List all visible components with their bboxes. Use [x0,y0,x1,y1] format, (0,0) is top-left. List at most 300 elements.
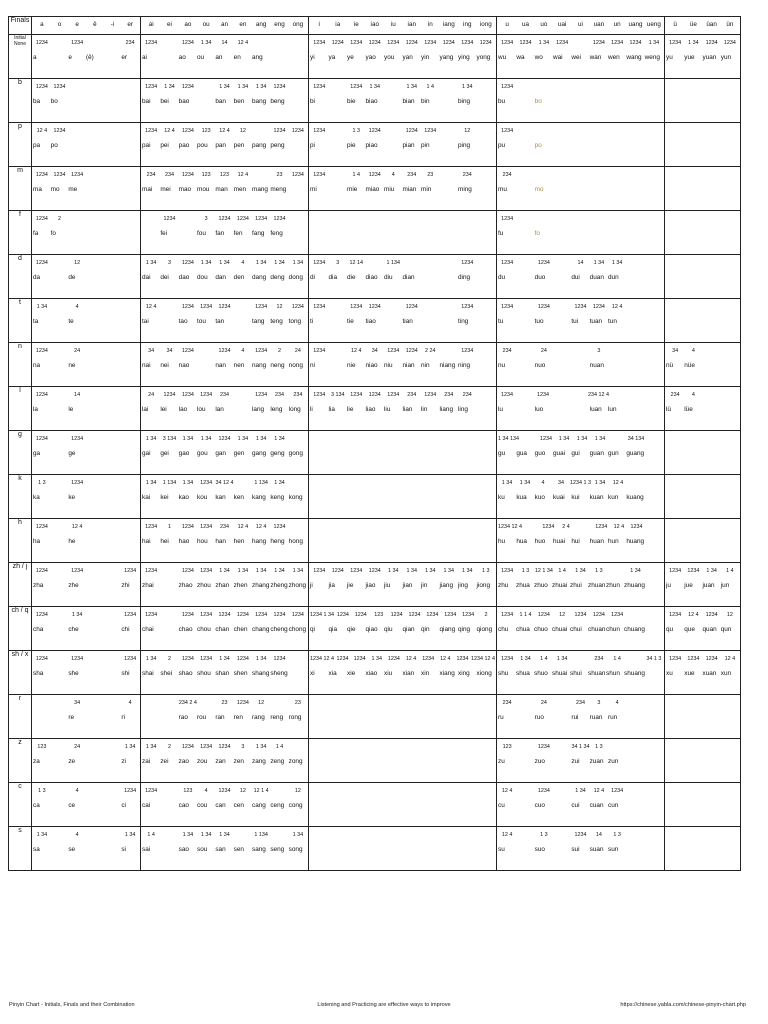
pinyin-syllable[interactable]: fei [160,230,168,237]
pinyin-syllable[interactable]: xian [402,670,415,677]
pinyin-syllable[interactable] [590,229,608,238]
pinyin-syllable[interactable] [608,229,626,238]
pinyin-syllable[interactable]: tie [347,318,354,325]
pinyin-syllable[interactable] [160,801,178,810]
pinyin-syllable[interactable] [440,185,459,194]
pinyin-syllable[interactable] [51,317,69,326]
pinyin-syllable[interactable]: su [498,846,505,853]
pinyin-syllable[interactable]: le [68,406,74,413]
footer-right[interactable]: https://chinese.yabla.com/chinese-pinyin-chart.php [620,1002,746,1008]
pinyin-syllable[interactable]: ban [215,98,226,105]
pinyin-syllable[interactable]: hua [516,538,527,545]
pinyin-syllable[interactable]: juan [702,582,715,589]
pinyin-syllable[interactable] [51,361,69,370]
pinyin-syllable[interactable]: lü [666,406,671,413]
pinyin-syllable[interactable]: sen [233,846,244,853]
pinyin-syllable[interactable] [384,317,403,326]
pinyin-syllable[interactable]: gui [571,450,580,457]
pinyin-syllable[interactable] [51,405,69,414]
pinyin-syllable[interactable]: gua [516,450,527,457]
pinyin-syllable[interactable]: tao [178,318,188,325]
pinyin-syllable[interactable]: shuan [588,670,606,677]
pinyin-syllable[interactable]: huang [626,538,645,545]
pinyin-syllable[interactable]: kuo [534,494,545,501]
pinyin-syllable[interactable]: ya [328,54,336,61]
pinyin-syllable[interactable]: die [347,274,356,281]
pinyin-syllable[interactable]: qu [666,626,674,633]
pinyin-syllable[interactable]: zao [178,758,189,765]
pinyin-syllable[interactable]: yan [402,54,413,61]
pinyin-syllable[interactable] [51,581,69,590]
pinyin-syllable[interactable] [104,361,122,370]
pinyin-syllable[interactable]: wei [571,54,581,61]
pinyin-syllable[interactable]: zan [215,758,226,765]
pinyin-syllable[interactable]: zheng [270,582,288,589]
pinyin-syllable[interactable]: ri [121,714,125,721]
pinyin-syllable[interactable] [86,845,104,854]
pinyin-syllable[interactable]: chuai [552,626,568,633]
pinyin-syllable[interactable] [516,845,534,854]
pinyin-syllable[interactable] [626,273,644,282]
pinyin-syllable[interactable]: xu [666,670,673,677]
pinyin-syllable[interactable]: cha [33,626,44,633]
pinyin-syllable[interactable]: chai [142,626,154,633]
pinyin-syllable[interactable]: wan [589,54,602,61]
pinyin-syllable[interactable]: rou [197,714,207,721]
pinyin-syllable[interactable] [477,361,496,370]
pinyin-syllable[interactable] [626,141,644,150]
pinyin-syllable[interactable]: nei [160,362,169,369]
pinyin-syllable[interactable]: lang [252,406,265,413]
pinyin-syllable[interactable]: ren [233,714,243,721]
pinyin-syllable[interactable]: hun [608,538,619,545]
pinyin-syllable[interactable]: chu [498,626,509,633]
pinyin-syllable[interactable]: hang [252,538,267,545]
pinyin-syllable[interactable]: pang [252,142,267,149]
pinyin-syllable[interactable] [104,625,122,634]
pinyin-syllable[interactable]: ku [498,494,505,501]
pinyin-syllable[interactable]: lu [498,406,503,413]
pinyin-syllable[interactable]: xuan [702,670,717,677]
pinyin-syllable[interactable]: luo [534,406,544,413]
pinyin-syllable[interactable]: seng [270,846,285,853]
pinyin-syllable[interactable] [86,537,104,546]
pinyin-syllable[interactable] [329,361,348,370]
pinyin-syllable[interactable] [142,713,160,722]
pinyin-syllable[interactable] [86,713,104,722]
pinyin-syllable[interactable]: xiong [476,670,492,677]
pinyin-syllable[interactable]: ju [666,582,671,589]
pinyin-syllable[interactable]: mao [178,186,192,193]
pinyin-syllable[interactable]: nu [498,362,506,369]
pinyin-syllable[interactable] [516,801,534,810]
pinyin-syllable[interactable] [440,97,459,106]
pinyin-syllable[interactable] [86,273,104,282]
pinyin-syllable[interactable]: mang [252,186,268,193]
pinyin-syllable[interactable] [516,713,534,722]
pinyin-syllable[interactable]: chong [288,626,307,633]
pinyin-syllable[interactable]: xun [720,670,732,677]
pinyin-syllable[interactable]: lian [402,406,413,413]
pinyin-syllable[interactable]: po [50,142,58,149]
pinyin-syllable[interactable]: cang [252,802,266,809]
pinyin-syllable[interactable]: lie [347,406,354,413]
pinyin-syllable[interactable] [104,801,122,810]
pinyin-syllable[interactable]: qiao [365,626,378,633]
pinyin-syllable[interactable] [86,625,104,634]
pinyin-syllable[interactable]: lun [608,406,617,413]
pinyin-syllable[interactable] [721,405,739,414]
pinyin-syllable[interactable]: xiang [439,670,455,677]
pinyin-syllable[interactable]: qun [720,626,732,633]
pinyin-syllable[interactable]: yin [421,54,430,61]
pinyin-syllable[interactable] [626,361,644,370]
pinyin-syllable[interactable] [421,273,440,282]
pinyin-syllable[interactable] [86,185,104,194]
pinyin-syllable[interactable]: fou [197,230,206,237]
pinyin-syllable[interactable]: chan [215,626,230,633]
pinyin-syllable[interactable]: zhuang [624,582,645,589]
pinyin-syllable[interactable]: zei [160,758,169,765]
pinyin-syllable[interactable] [121,185,139,194]
pinyin-syllable[interactable]: dai [142,274,151,281]
pinyin-syllable[interactable] [51,449,69,458]
pinyin-syllable[interactable]: (ê) [85,54,94,61]
pinyin-syllable[interactable] [33,713,51,722]
pinyin-syllable[interactable] [51,757,69,766]
pinyin-syllable[interactable]: a [33,54,37,61]
pinyin-syllable[interactable]: wang [626,54,642,61]
pinyin-syllable[interactable]: chao [178,626,193,633]
pinyin-syllable[interactable]: ben [233,98,245,105]
pinyin-syllable[interactable]: hu [498,538,506,545]
pinyin-syllable[interactable]: shuo [534,670,548,677]
pinyin-syllable[interactable]: ping [458,142,471,149]
pinyin-syllable[interactable] [645,713,663,722]
pinyin-syllable[interactable]: xia [328,670,337,677]
pinyin-syllable[interactable]: bu [498,98,506,105]
pinyin-syllable[interactable]: qi [310,626,315,633]
pinyin-syllable[interactable]: shi [121,670,130,677]
pinyin-syllable[interactable]: lei [160,406,167,413]
pinyin-syllable[interactable]: chi [121,626,130,633]
pinyin-syllable[interactable] [51,537,69,546]
pinyin-syllable[interactable] [329,97,348,106]
pinyin-syllable[interactable] [590,185,608,194]
pinyin-syllable[interactable]: zuan [589,758,604,765]
pinyin-syllable[interactable]: ga [33,450,41,457]
pinyin-syllable[interactable]: biao [365,98,378,105]
pinyin-syllable[interactable]: gang [252,450,267,457]
pinyin-syllable[interactable]: neng [270,362,285,369]
pinyin-syllable[interactable]: duo [534,274,546,281]
pinyin-syllable[interactable]: zhi [121,582,130,589]
pinyin-syllable[interactable]: bao [178,98,190,105]
pinyin-syllable[interactable]: xin [421,670,430,677]
pinyin-syllable[interactable]: chang [252,626,270,633]
pinyin-syllable[interactable]: nong [288,362,303,369]
pinyin-syllable[interactable]: chuang [624,626,645,633]
pinyin-syllable[interactable] [553,713,571,722]
pinyin-syllable[interactable] [645,801,663,810]
pinyin-syllable[interactable]: bei [160,98,169,105]
pinyin-syllable[interactable] [289,97,307,106]
pinyin-syllable[interactable]: ming [458,186,472,193]
pinyin-syllable[interactable]: hui [571,538,580,545]
pinyin-syllable[interactable]: chua [516,626,530,633]
pinyin-syllable[interactable]: bing [458,98,471,105]
pinyin-syllable[interactable]: jin [421,582,428,589]
pinyin-syllable[interactable]: mo [50,186,60,193]
pinyin-syllable[interactable]: mian [402,186,417,193]
pinyin-syllable[interactable] [440,317,459,326]
pinyin-syllable[interactable] [553,97,571,106]
pinyin-syllable[interactable] [121,361,139,370]
pinyin-syllable[interactable]: shun [606,670,620,677]
pinyin-syllable[interactable]: gei [160,450,169,457]
pinyin-syllable[interactable] [160,845,178,854]
pinyin-syllable[interactable]: ba [33,98,41,105]
pinyin-syllable[interactable] [160,625,178,634]
pinyin-syllable[interactable] [571,229,589,238]
pinyin-syllable[interactable]: en [233,54,241,61]
pinyin-syllable[interactable]: leng [270,406,283,413]
pinyin-syllable[interactable]: zhuo [534,582,548,589]
pinyin-syllable[interactable]: zong [288,758,303,765]
pinyin-syllable[interactable]: guang [626,450,645,457]
pinyin-syllable[interactable]: chui [570,626,582,633]
pinyin-syllable[interactable] [553,801,571,810]
pinyin-syllable[interactable]: ce [68,802,76,809]
pinyin-syllable[interactable]: jiong [476,582,491,589]
pinyin-syllable[interactable]: tuan [589,318,603,325]
pinyin-syllable[interactable]: kei [160,494,169,501]
pinyin-syllable[interactable]: niang [439,362,456,369]
pinyin-syllable[interactable]: xiu [384,670,393,677]
pinyin-syllable[interactable]: zhang [252,582,270,589]
pinyin-syllable[interactable]: qin [421,626,430,633]
pinyin-syllable[interactable]: ru [498,714,504,721]
pinyin-syllable[interactable]: na [33,362,41,369]
pinyin-syllable[interactable] [289,53,307,62]
pinyin-syllable[interactable]: ruan [589,714,603,721]
pinyin-syllable[interactable] [51,845,69,854]
pinyin-syllable[interactable]: yang [439,54,454,61]
pinyin-syllable[interactable] [51,273,69,282]
pinyin-syllable[interactable] [51,801,69,810]
pinyin-syllable[interactable] [590,97,608,106]
pinyin-syllable[interactable]: ge [68,450,76,457]
pinyin-syllable[interactable]: zhua [516,582,530,589]
pinyin-syllable[interactable]: lao [178,406,188,413]
pinyin-syllable[interactable]: tong [288,318,302,325]
pinyin-syllable[interactable]: zu [498,758,505,765]
pinyin-syllable[interactable]: chen [233,626,248,633]
pinyin-syllable[interactable] [51,669,69,678]
pinyin-syllable[interactable]: zhu [498,582,509,589]
pinyin-syllable[interactable] [197,361,215,370]
pinyin-syllable[interactable]: ke [68,494,76,501]
pinyin-syllable[interactable]: mu [498,186,507,193]
pinyin-syllable[interactable]: ma [33,186,42,193]
pinyin-syllable[interactable]: kai [142,494,151,501]
pinyin-syllable[interactable]: pei [160,142,169,149]
pinyin-syllable[interactable] [121,97,139,106]
pinyin-syllable[interactable]: pie [347,142,356,149]
pinyin-syllable[interactable]: dan [215,274,226,281]
pinyin-syllable[interactable]: zhong [288,582,307,589]
pinyin-syllable[interactable]: du [498,274,506,281]
pinyin-syllable[interactable]: zhui [570,582,582,589]
pinyin-syllable[interactable] [477,405,496,414]
pinyin-syllable[interactable]: guai [553,450,566,457]
pinyin-syllable[interactable] [104,229,122,238]
pinyin-syllable[interactable]: cheng [270,626,288,633]
pinyin-syllable[interactable]: sou [197,846,208,853]
pinyin-syllable[interactable]: shuang [624,670,645,677]
pinyin-syllable[interactable]: pan [215,142,226,149]
pinyin-syllable[interactable] [516,273,534,282]
pinyin-syllable[interactable]: ou [197,54,205,61]
pinyin-syllable[interactable]: ni [310,362,315,369]
pinyin-syllable[interactable]: bin [421,98,430,105]
pinyin-syllable[interactable]: ai [142,54,147,61]
pinyin-syllable[interactable]: yong [476,54,491,61]
pinyin-syllable[interactable] [68,141,86,150]
pinyin-syllable[interactable]: qia [328,626,338,633]
pinyin-syllable[interactable]: zeng [270,758,285,765]
pinyin-syllable[interactable]: tian [402,318,413,325]
pinyin-syllable[interactable]: li [310,406,313,413]
pinyin-syllable[interactable] [516,361,534,370]
pinyin-syllable[interactable] [645,185,663,194]
pinyin-syllable[interactable]: zuo [534,758,545,765]
pinyin-syllable[interactable]: ze [68,758,76,765]
pinyin-syllable[interactable] [477,141,496,150]
pinyin-syllable[interactable]: si [121,846,126,853]
pinyin-syllable[interactable]: wai [553,54,563,61]
pinyin-syllable[interactable]: shang [252,670,270,677]
pinyin-syllable[interactable]: liu [384,406,391,413]
pinyin-syllable[interactable]: mo [534,186,544,193]
pinyin-syllable[interactable] [571,405,589,414]
pinyin-syllable[interactable]: bang [252,98,267,105]
pinyin-syllable[interactable] [553,845,571,854]
pinyin-syllable[interactable]: shuai [552,670,568,677]
pinyin-syllable[interactable]: weng [644,54,660,61]
pinyin-syllable[interactable]: ci [121,802,126,809]
pinyin-syllable[interactable]: pen [233,142,245,149]
pinyin-syllable[interactable]: me [68,186,78,193]
pinyin-syllable[interactable] [553,229,571,238]
pinyin-syllable[interactable] [553,405,571,414]
pinyin-syllable[interactable]: jiao [365,582,376,589]
pinyin-syllable[interactable] [121,537,139,546]
pinyin-syllable[interactable] [645,845,663,854]
pinyin-syllable[interactable]: pou [197,142,208,149]
pinyin-syllable[interactable] [703,405,721,414]
pinyin-syllable[interactable]: sao [178,846,189,853]
pinyin-syllable[interactable]: ting [458,318,469,325]
pinyin-syllable[interactable] [197,97,215,106]
pinyin-syllable[interactable]: dun [608,274,619,281]
pinyin-syllable[interactable] [516,317,534,326]
pinyin-syllable[interactable]: sa [33,846,40,853]
pinyin-syllable[interactable] [384,141,403,150]
pinyin-syllable[interactable]: kuai [553,494,565,501]
pinyin-syllable[interactable]: qing [458,626,471,633]
pinyin-syllable[interactable]: gu [498,450,506,457]
pinyin-syllable[interactable]: zang [252,758,266,765]
pinyin-syllable[interactable]: wa [516,54,525,61]
pinyin-syllable[interactable]: nian [402,362,415,369]
pinyin-syllable[interactable] [160,317,178,326]
pinyin-syllable[interactable] [571,97,589,106]
pinyin-syllable[interactable] [160,581,178,590]
pinyin-syllable[interactable]: mi [310,186,317,193]
pinyin-syllable[interactable]: yue [684,54,695,61]
pinyin-syllable[interactable]: jun [720,582,730,589]
pinyin-syllable[interactable] [121,229,139,238]
pinyin-syllable[interactable]: feng [270,230,283,237]
pinyin-syllable[interactable]: gan [215,450,226,457]
pinyin-syllable[interactable] [516,185,534,194]
pinyin-syllable[interactable]: zhen [233,582,248,589]
pinyin-syllable[interactable]: tai [142,318,149,325]
pinyin-syllable[interactable] [51,53,69,62]
pinyin-syllable[interactable]: te [68,318,74,325]
pinyin-syllable[interactable] [104,53,122,62]
pinyin-syllable[interactable]: tuo [534,318,544,325]
pinyin-syllable[interactable]: teng [270,318,283,325]
pinyin-syllable[interactable]: heng [270,538,285,545]
pinyin-syllable[interactable]: po [534,142,542,149]
pinyin-syllable[interactable]: cuo [534,802,545,809]
pinyin-syllable[interactable] [289,669,307,678]
pinyin-syllable[interactable]: lou [197,406,206,413]
pinyin-syllable[interactable]: er [121,54,128,61]
pinyin-syllable[interactable]: chou [197,626,211,633]
pinyin-syllable[interactable] [86,757,104,766]
pinyin-syllable[interactable] [645,493,663,502]
pinyin-syllable[interactable]: jing [458,582,468,589]
pinyin-syllable[interactable]: qiong [476,626,493,633]
pinyin-syllable[interactable]: mai [142,186,153,193]
pinyin-syllable[interactable] [142,229,160,238]
pinyin-syllable[interactable] [516,141,534,150]
pinyin-syllable[interactable]: xie [347,670,356,677]
pinyin-syllable[interactable] [51,625,69,634]
pinyin-syllable[interactable]: diao [365,274,378,281]
pinyin-syllable[interactable]: ken [233,494,244,501]
pinyin-syllable[interactable]: he [68,538,76,545]
pinyin-syllable[interactable]: tiao [365,318,376,325]
pinyin-syllable[interactable] [121,405,139,414]
pinyin-syllable[interactable]: reng [270,714,284,721]
pinyin-syllable[interactable]: kuan [589,494,604,501]
pinyin-syllable[interactable]: cou [197,802,208,809]
pinyin-syllable[interactable]: you [384,54,395,61]
pinyin-syllable[interactable]: huan [589,538,604,545]
pinyin-syllable[interactable]: sha [33,670,44,677]
pinyin-syllable[interactable]: kao [178,494,189,501]
pinyin-syllable[interactable]: ye [347,54,354,61]
pinyin-syllable[interactable] [86,97,104,106]
pinyin-syllable[interactable]: che [68,626,79,633]
pinyin-syllable[interactable]: se [68,846,76,853]
pinyin-syllable[interactable] [626,757,644,766]
pinyin-syllable[interactable] [626,229,644,238]
